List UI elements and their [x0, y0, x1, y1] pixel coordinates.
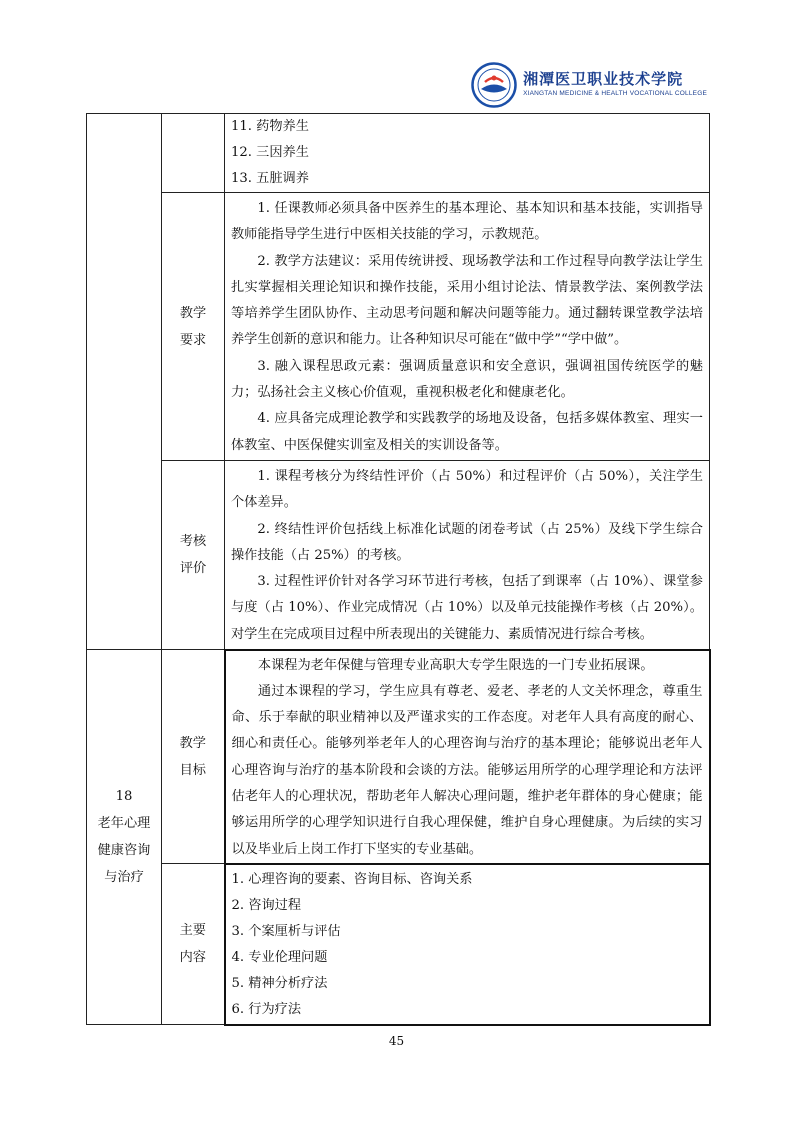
paragraph: 1. 课程考核分为终结性评价（占 50%）和过程评价（占 50%），关注学生个体差异。 [231, 469, 703, 511]
list-item: 13. 五脏调养 [231, 171, 309, 186]
course-number: 18 [115, 789, 133, 805]
course-name-line: 健康咨询 [97, 843, 151, 859]
paragraph: 4. 应具备完成理论教学和实践教学的场地及设备，包括多媒体教室、理实一体教室、中医保健实训室及相关的实训设备等。 [231, 411, 703, 453]
table-row [87, 461, 710, 650]
paragraph: 3. 融入课程思政元素：强调质量意识和安全意识，强调祖国传统医学的魅力；弘扬社会主义核心价值观，重视积极老化和健康老化。 [231, 358, 703, 401]
list-item: 11. 药物养生 [231, 119, 309, 134]
list-item: 1. 心理咨询的要素、咨询目标、咨询关系 [231, 871, 473, 887]
table-row [87, 193, 710, 461]
main-content-items [225, 864, 710, 1025]
content-label-cell-prev [162, 114, 225, 193]
paragraph: 2. 教学方法建议：采用传统讲授、现场教学法和工作过程导向教学法让学生扎实掌握相关理论知识和操作技能，采用小组讨论法、情景教学法、案例教学法等培养学生团队协作、主动思考问题和解决问题等能力。通过翻转课堂教学法培养学生创新的意识和能力。让各种知识尽可能在“做中学”“学中做”。 [231, 253, 703, 348]
school-name-en: XIANGTAN MEDICINE & HEALTH VOCATIONAL COLLEGE [523, 90, 707, 98]
course-name-line: 与治疗 [104, 870, 144, 886]
list-item: 12. 三因养生 [231, 145, 309, 160]
list-item: 5. 精神分析疗法 [231, 975, 328, 991]
course-18-cell [87, 650, 162, 1025]
content-items-cell-prev [225, 114, 710, 193]
table-row [87, 864, 710, 1025]
course-cell-prev [87, 114, 162, 650]
teaching-goal-label: 教学 目标 [162, 650, 225, 864]
list-item: 6. 行为疗法 [231, 1001, 302, 1017]
course-table [86, 113, 711, 1026]
teaching-requirements-label: 教学 要求 [162, 193, 225, 461]
list-item: 2. 咨询过程 [231, 897, 302, 913]
list-item: 4. 专业伦理问题 [231, 949, 328, 965]
table-row [87, 650, 710, 864]
teaching-goal-content [225, 650, 710, 864]
school-name-cn: 湘潭医卫职业技术学院 [523, 70, 684, 89]
paragraph: 1. 任课教师必须具备中医养生的基本理论、基本知识和基本技能，实训指导教师能指导学生进行中医相关技能的学习，示教规范。 [231, 201, 703, 243]
page-number: 45 [388, 1034, 405, 1048]
school-emblem-icon [471, 62, 517, 108]
main-content-label: 主要 内容 [162, 864, 225, 1025]
paragraph: 本课程为老年保健与管理专业高职大专学生限选的一门专业拓展课。 [257, 657, 654, 673]
course-name-line: 老年心理 [97, 816, 151, 832]
page-header [471, 62, 707, 108]
paragraph: 3. 过程性评价针对各学习环节进行考核，包括了到课率（占 10%）、课堂参与度（占 10%）、作业完成情况（占 10%）以及单元技能操作考核（占 20%）。对学生在完成项目过程中所表现出的关键能力、素质情况进行综合考核。 [231, 574, 703, 642]
paragraph: 2. 终结性评价包括线上标准化试题的闭卷考试（占 25%）及线下学生综合操作技能（占 25%）的考核。 [231, 521, 703, 563]
assessment-content [225, 461, 710, 650]
paragraph: 通过本课程的学习，学生应具有尊老、爱老、孝老的人文关怀理念，尊重生命、乐于奉献的职业精神以及严谨求实的工作态度。对老年人具有高度的耐心、细心和责任心。能够列举老年人的心理咨询与治疗的基本理论；能够说出老年人心理咨询与治疗的基本阶段和会谈的方法。能够运用所学的心理学理论和方法评估老年人的心理状况，帮助老年人解决心理问题，维护老年群体的身心健康；能够运用所学的心理学知识进行自我心理保健，维护自身心理健康。为后续的实习以及毕业后上岗工作打下坚实的专业基础。 [231, 683, 703, 857]
teaching-requirements-content [225, 193, 710, 461]
list-item: 3. 个案厘析与评估 [231, 923, 341, 939]
assessment-label: 考核 评价 [162, 461, 225, 650]
table-row [87, 114, 710, 193]
